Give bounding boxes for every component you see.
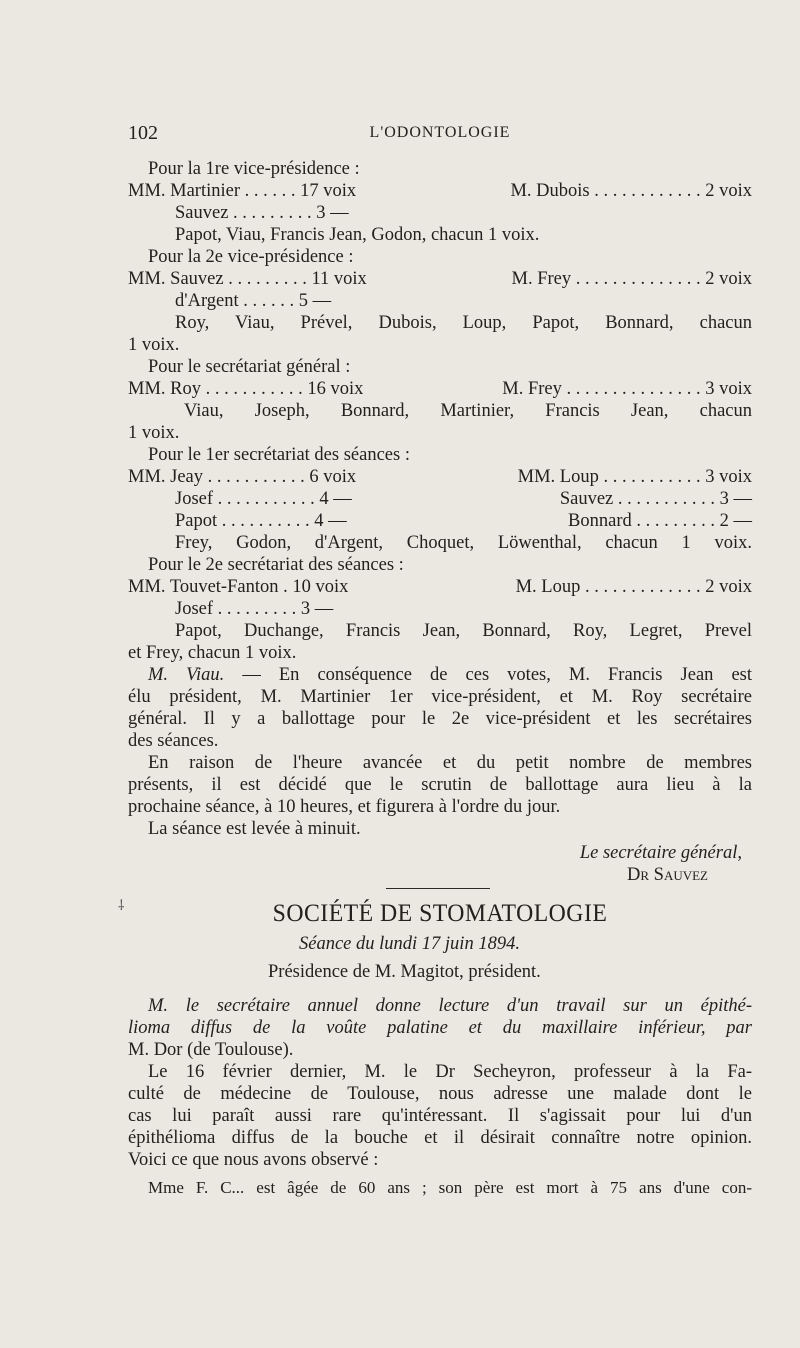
signature-name: Dr Sauvez <box>627 865 708 885</box>
ss1-heading: Pour le 1er secrétariat des séances : <box>148 445 410 465</box>
result-line1: M. Viau. — En conséquence de ces votes, M. Francis Jean est <box>148 665 752 685</box>
section-divider <box>386 888 490 889</box>
section-p3-line1: Mme F. C... est âgée de 60 ans ; son père est mort à 75 ans d'une con- <box>148 1178 752 1197</box>
vp1-row1-left: MM. Martinier . . . . . . 17 voix <box>128 181 357 201</box>
section-p2-line2: culté de médecine de Toulouse, nous adresse une malade dont le <box>128 1084 752 1104</box>
signature-role: Le secrétaire général, <box>579 843 742 863</box>
running-title: L'ODONTOLOGIE <box>369 124 511 141</box>
ss2-row1-left: MM. Touvet-Fanton . 10 voix <box>128 577 349 597</box>
ss1-row1-left: MM. Jeay . . . . . . . . . . . 6 voix <box>128 467 357 487</box>
vp1-heading: Pour la 1re vice-présidence : <box>148 159 360 179</box>
closing-line: La séance est levée à minuit. <box>148 819 361 839</box>
ss1-row2-right: Sauvez . . . . . . . . . . . 3 — <box>559 489 752 509</box>
vp2-row1-left: MM. Sauvez . . . . . . . . . 11 voix <box>128 269 367 289</box>
presidence: Présidence de M. Magitot, président. <box>268 962 541 982</box>
sg-row1-left: MM. Roy . . . . . . . . . . . 16 voix <box>128 379 364 399</box>
section-p2-line1: Le 16 février dernier, M. le Dr Secheyron, professeur à la Fa- <box>148 1062 752 1082</box>
section-p2-line3: cas lui paraît aussi rare qu'intéressant. Il s'agissait pour lui d'un <box>128 1106 752 1126</box>
sg-row3: 1 voix. <box>128 423 180 443</box>
ss1-row3-right: Bonnard . . . . . . . . . 2 — <box>568 511 752 531</box>
page-number: 102 <box>128 122 158 144</box>
ballot-line1: En raison de l'heure avancée et du petit nombre de membres <box>148 753 752 773</box>
ss2-row1-right: M. Loup . . . . . . . . . . . . . 2 voix <box>515 577 752 597</box>
ss2-row2: Josef . . . . . . . . . 3 — <box>175 599 334 619</box>
speaker: M. Viau. <box>148 665 225 685</box>
ss1-row3-left: Papot . . . . . . . . . . 4 — <box>175 511 347 531</box>
vp2-row4: 1 voix. <box>128 335 180 355</box>
vp1-row3: Papot, Viau, Francis Jean, Godon, chacun 1 voix. <box>175 225 540 245</box>
result-line3: général. Il y a ballottage pour le 2e vice-président et les secrétaires <box>128 709 752 729</box>
ss1-row1-right: MM. Loup . . . . . . . . . . . 3 voix <box>517 467 752 487</box>
ballot-line2: présents, il est décidé que le scrutin de ballottage aura lieu à la <box>128 775 752 795</box>
sg-row1-right: M. Frey . . . . . . . . . . . . . . . 3 voix <box>502 379 752 399</box>
vp2-row1-right: M. Frey . . . . . . . . . . . . . . 2 voix <box>511 269 752 289</box>
vp2-row3: Roy, Viau, Prével, Dubois, Loup, Papot, Bonnard, chacun <box>175 313 752 333</box>
result-line4: des séances. <box>128 731 219 751</box>
ballot-line3: prochaine séance, à 10 heures, et figurera à l'ordre du jour. <box>128 797 561 817</box>
section-title: SOCIÉTÉ DE STOMATOLOGIE <box>272 900 608 927</box>
vp1-row2: Sauvez . . . . . . . . . 3 — <box>175 203 349 223</box>
section-p2-line5: Voici ce que nous avons observé : <box>128 1150 379 1170</box>
vp1-row1-right: M. Dubois . . . . . . . . . . . . 2 voix <box>510 181 752 201</box>
ss2-row4: et Frey, chacun 1 voix. <box>128 643 297 663</box>
vp2-heading: Pour la 2e vice-présidence : <box>148 247 354 267</box>
sg-row2: Viau, Joseph, Bonnard, Martinier, Francis Jean, chacun <box>184 401 752 421</box>
ss1-row2-left: Josef . . . . . . . . . . . 4 — <box>175 489 352 509</box>
section-p1-line2: lioma diffus de la voûte palatine et du maxillaire inférieur, par <box>128 1018 752 1038</box>
result-line2: élu président, M. Martinier 1er vice-président, et M. Roy secrétaire <box>128 687 752 707</box>
sg-heading: Pour le secrétariat général : <box>148 357 351 377</box>
ss1-row4: Frey, Godon, d'Argent, Choquet, Löwenthal, chacun 1 voix. <box>175 533 752 553</box>
vp2-row2: d'Argent . . . . . . 5 — <box>175 291 332 311</box>
ss2-row3: Papot, Duchange, Francis Jean, Bonnard, Roy, Legret, Prevel <box>175 621 752 641</box>
margin-mark-icon: ⸸ <box>118 899 125 914</box>
section-p1-line3: M. Dor (de Toulouse). <box>128 1040 294 1060</box>
section-p1-line1: M. le secrétaire annuel donne lecture d'un travail sur un épithé- <box>148 996 752 1016</box>
ss2-heading: Pour le 2e secrétariat des séances : <box>148 555 404 575</box>
session-date: Séance du lundi 17 juin 1894. <box>299 934 520 954</box>
section-p2-line4: épithélioma diffus de la bouche et il désirait connaître notre opinion. <box>128 1128 752 1148</box>
